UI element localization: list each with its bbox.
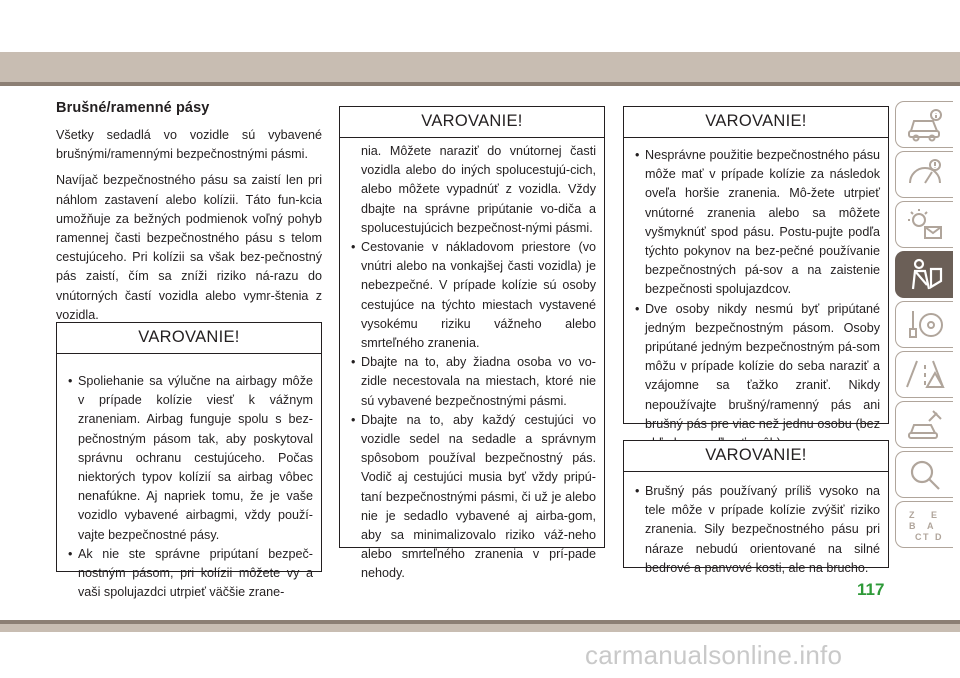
page-number: 117 xyxy=(857,580,885,599)
warning-heading: VAROVANIE! xyxy=(340,107,604,138)
watermark-text: carmanualsonline.info xyxy=(585,640,843,670)
index-letter: A xyxy=(926,520,933,531)
dashboard-warning-icon[interactable] xyxy=(895,151,953,198)
paragraph-2: Navíjač bezpečnostného pásu sa zaistí len pri náhlom zastavení alebo kolízii. Táto fun-kcia umožňuje za bežných podmienok voľný pohyb ramennej časti bezpečnostného pásu s telom cestujúceho. Pri kolízii sa však bez-pečnostný pás zaistí, čím sa zníži riziko ná-razu do vnútorných častí vozidla alebo vymr-štenia z vozidla. xyxy=(56,173,322,322)
warning-item: • Brušný pás používaný príliš vysoko na tele môže v prípade kolízie zvýšiť riziko zranenia. Sily bezpečnostného pásu pri náraze nebudú orientované na silné bedrové a panvové kosti, ale na brucho. xyxy=(635,484,880,575)
header-rule xyxy=(0,82,960,86)
warning-box-3 xyxy=(623,106,889,431)
warning-item: • Cestovanie v nákladovom priestore (vo vnútri alebo na vonkajšej časti vozidla) je nebezpečné. V prípade kolízie sú osoby cestujúce na týchto miestach vystavené vysokému riziku vážneho alebo smrteľného zranenia. xyxy=(351,240,596,351)
warning-item: • Dbajte na to, aby žiadna osoba vo vo-zidle necestovala na miestach, ktoré nie sú vybavené bezpečnostnými pásmi. xyxy=(351,355,596,408)
warning-continuation: nia. Môžete naraziť do vnútornej časti vozidla alebo do iných spolucestujú-cich, alebo môžete vypadnúť z vozidla. Vždy dbajte na správne pripútanie vo-diča a spolucestujúcich bezpečnost-nými pásmi. xyxy=(361,144,596,235)
page-header-white xyxy=(0,0,960,52)
index-letter: D xyxy=(934,531,941,542)
warning-item: • Spoliehanie sa výlučne na airbagy môže v prípade kolízie viesť k vážnym zraneniam. Airbag funguje spolu s bez-pečnostným pásom tak, aby poskytoval správnu ochranu cestujúceho. Počas niektorých typov kolízií sa airbag vôbec nenafúkne. Aj napriek tomu, že je vaše vozidlo vybavené airbagmi, vždy použí-vajte bezpečnostné pásy. xyxy=(68,374,313,542)
steering-wrench-icon[interactable] xyxy=(895,301,953,348)
index-letter: C xyxy=(914,531,921,542)
magnifier-icon[interactable] xyxy=(895,451,953,498)
warning-box-1 xyxy=(56,322,322,600)
column-left xyxy=(56,100,322,332)
warning-heading: VAROVANIE! xyxy=(57,323,321,354)
index-letter: Z xyxy=(908,509,914,520)
warning-item: • Ak nie ste správne pripútaní bezpeč-nostným pásom, pri kolízii môžete vy a vaši spolujazdci utrpieť väčšie zrane- xyxy=(68,546,313,600)
warning-box-2 xyxy=(339,106,605,581)
warning-item: • Nesprávne použitie bezpečnostného pásu môže mať v prípade kolízie za následok oveľa horšie zranenia. Mô-žete utrpieť vnútorné zranenia alebo sa môžete vyšmyknúť spod pásu. Postu-pujte podľa týchto pokynov na bez-pečné používanie bezpečnostných pá-sov a na zaistenie bezpečnosti spolujazdcov. xyxy=(635,148,880,297)
warning-heading: VAROVANIE! xyxy=(624,107,888,138)
alphabet-index-icon[interactable] xyxy=(895,501,953,548)
warning-item: • Dbajte na to, aby každý cestujúci vo vozidle sedel na sedadle a správnym spôsobom používal bezpečnostný pás. Vodič aj cestujúci musia byť vždy pripú-taní bezpečnostnými pásmi, či už je alebo nie je sedadlo vybavené aj airba-gom, aby sa minimalizovalo riziko váž-neho alebo smrteľného zranenia v prí-pade nehody. xyxy=(351,412,596,581)
paragraph-1: Všetky sedadlá vo vozidle sú vybavené brušnými/ramennými bezpečnostnými pásmi. xyxy=(56,128,322,162)
warning-item: • Dve osoby nikdy nesmú byť pripútané jedným bezpečnostným pásom. Osoby pripútané jedným bezpečnostným pá-som môžu v prípade kolízie do seba naraziť a vzájomne sa ťažko zraniť. Nikdy nepoužívajte brušný/ramenný pás ani brušný pás pre viac než jednu osobu (bez xyxy=(635,301,880,431)
index-letter: T xyxy=(922,531,928,542)
section-title: Brušné/ramenné pásy xyxy=(56,100,210,116)
car-info-icon[interactable] xyxy=(895,101,953,148)
warning-heading: VAROVANIE! xyxy=(624,441,888,472)
wrench-car-icon[interactable] xyxy=(895,401,953,448)
index-letter: B xyxy=(908,520,915,531)
footer-band xyxy=(0,624,960,632)
page-header-band xyxy=(0,52,960,82)
warning-box-4 xyxy=(623,440,889,575)
index-letter: E xyxy=(930,509,937,520)
seat-safety-icon[interactable] xyxy=(895,251,953,298)
road-warning-icon[interactable] xyxy=(895,351,953,398)
lights-mail-icon[interactable] xyxy=(895,201,953,248)
